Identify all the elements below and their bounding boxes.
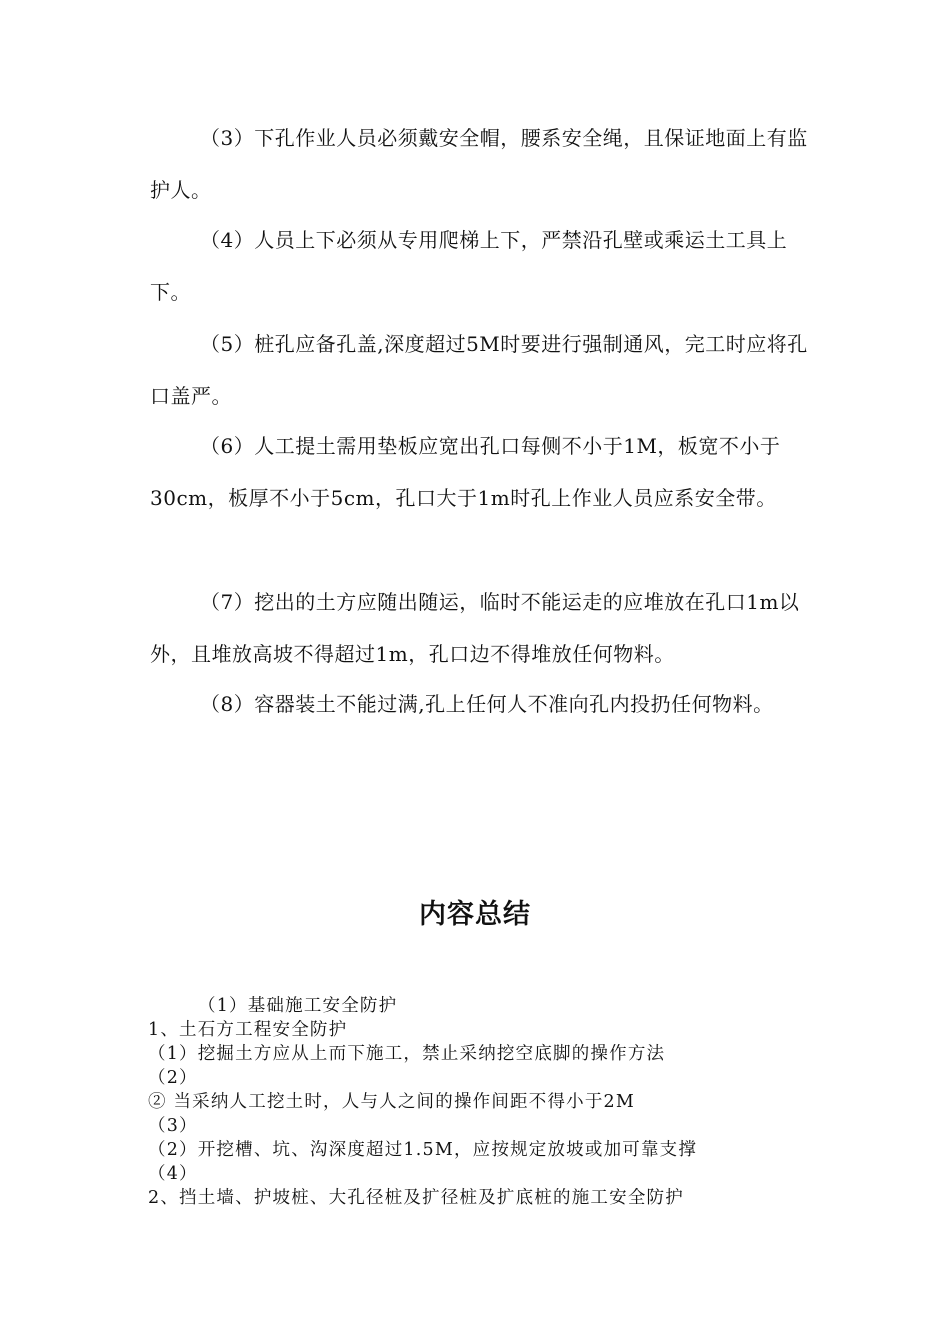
paragraph-7: （7）挖出的土方应随出随运，临时不能运走的应堆放在孔口1m以外，且堆放高坡不得超过1m，孔口边不得堆放任何物料。	[150, 590, 800, 666]
summary-line: （1）基础施工安全防护	[198, 996, 398, 1016]
summary-line: （2）	[148, 1068, 198, 1088]
summary-line: （4）	[148, 1164, 198, 1184]
summary-line: ② 当采纳人工挖土时，人与人之间的操作间距不得小于2M	[148, 1092, 636, 1112]
summary-line: （3）	[148, 1116, 198, 1136]
summary-line: （2）开挖槽、坑、沟深度超过1.5M，应按规定放坡或加可靠支撑	[148, 1140, 698, 1160]
summary-line: 1、土石方工程安全防护	[148, 1020, 348, 1040]
paragraph-3: （3）下孔作业人员必须戴安全帽，腰系安全绳，且保证地面上有监护人。	[150, 126, 808, 202]
paragraph-5: （5）桩孔应备孔盖,深度超过5M时要进行强制通风，完工时应将孔口盖严。	[150, 332, 808, 408]
paragraph-8: （8）容器装土不能过满,孔上任何人不准向孔内投扔任何物料。	[200, 692, 774, 716]
summary-line: 2、挡土墙、护坡桩、大孔径桩及扩径桩及扩底桩的施工安全防护	[148, 1188, 684, 1208]
paragraph-6: （6）人工提土需用垫板应宽出孔口每侧不小于1M，板宽不小于30cm，板厚不小于5cm，孔口大于1m时孔上作业人员应系安全带。	[150, 434, 781, 510]
summary-title: 内容总结	[419, 899, 531, 930]
summary-line: （1）挖掘土方应从上而下施工，禁止采纳挖空底脚的操作方法	[148, 1044, 666, 1064]
paragraph-4: （4）人员上下必须从专用爬梯上下，严禁沿孔壁或乘运土工具上下。	[150, 228, 788, 304]
